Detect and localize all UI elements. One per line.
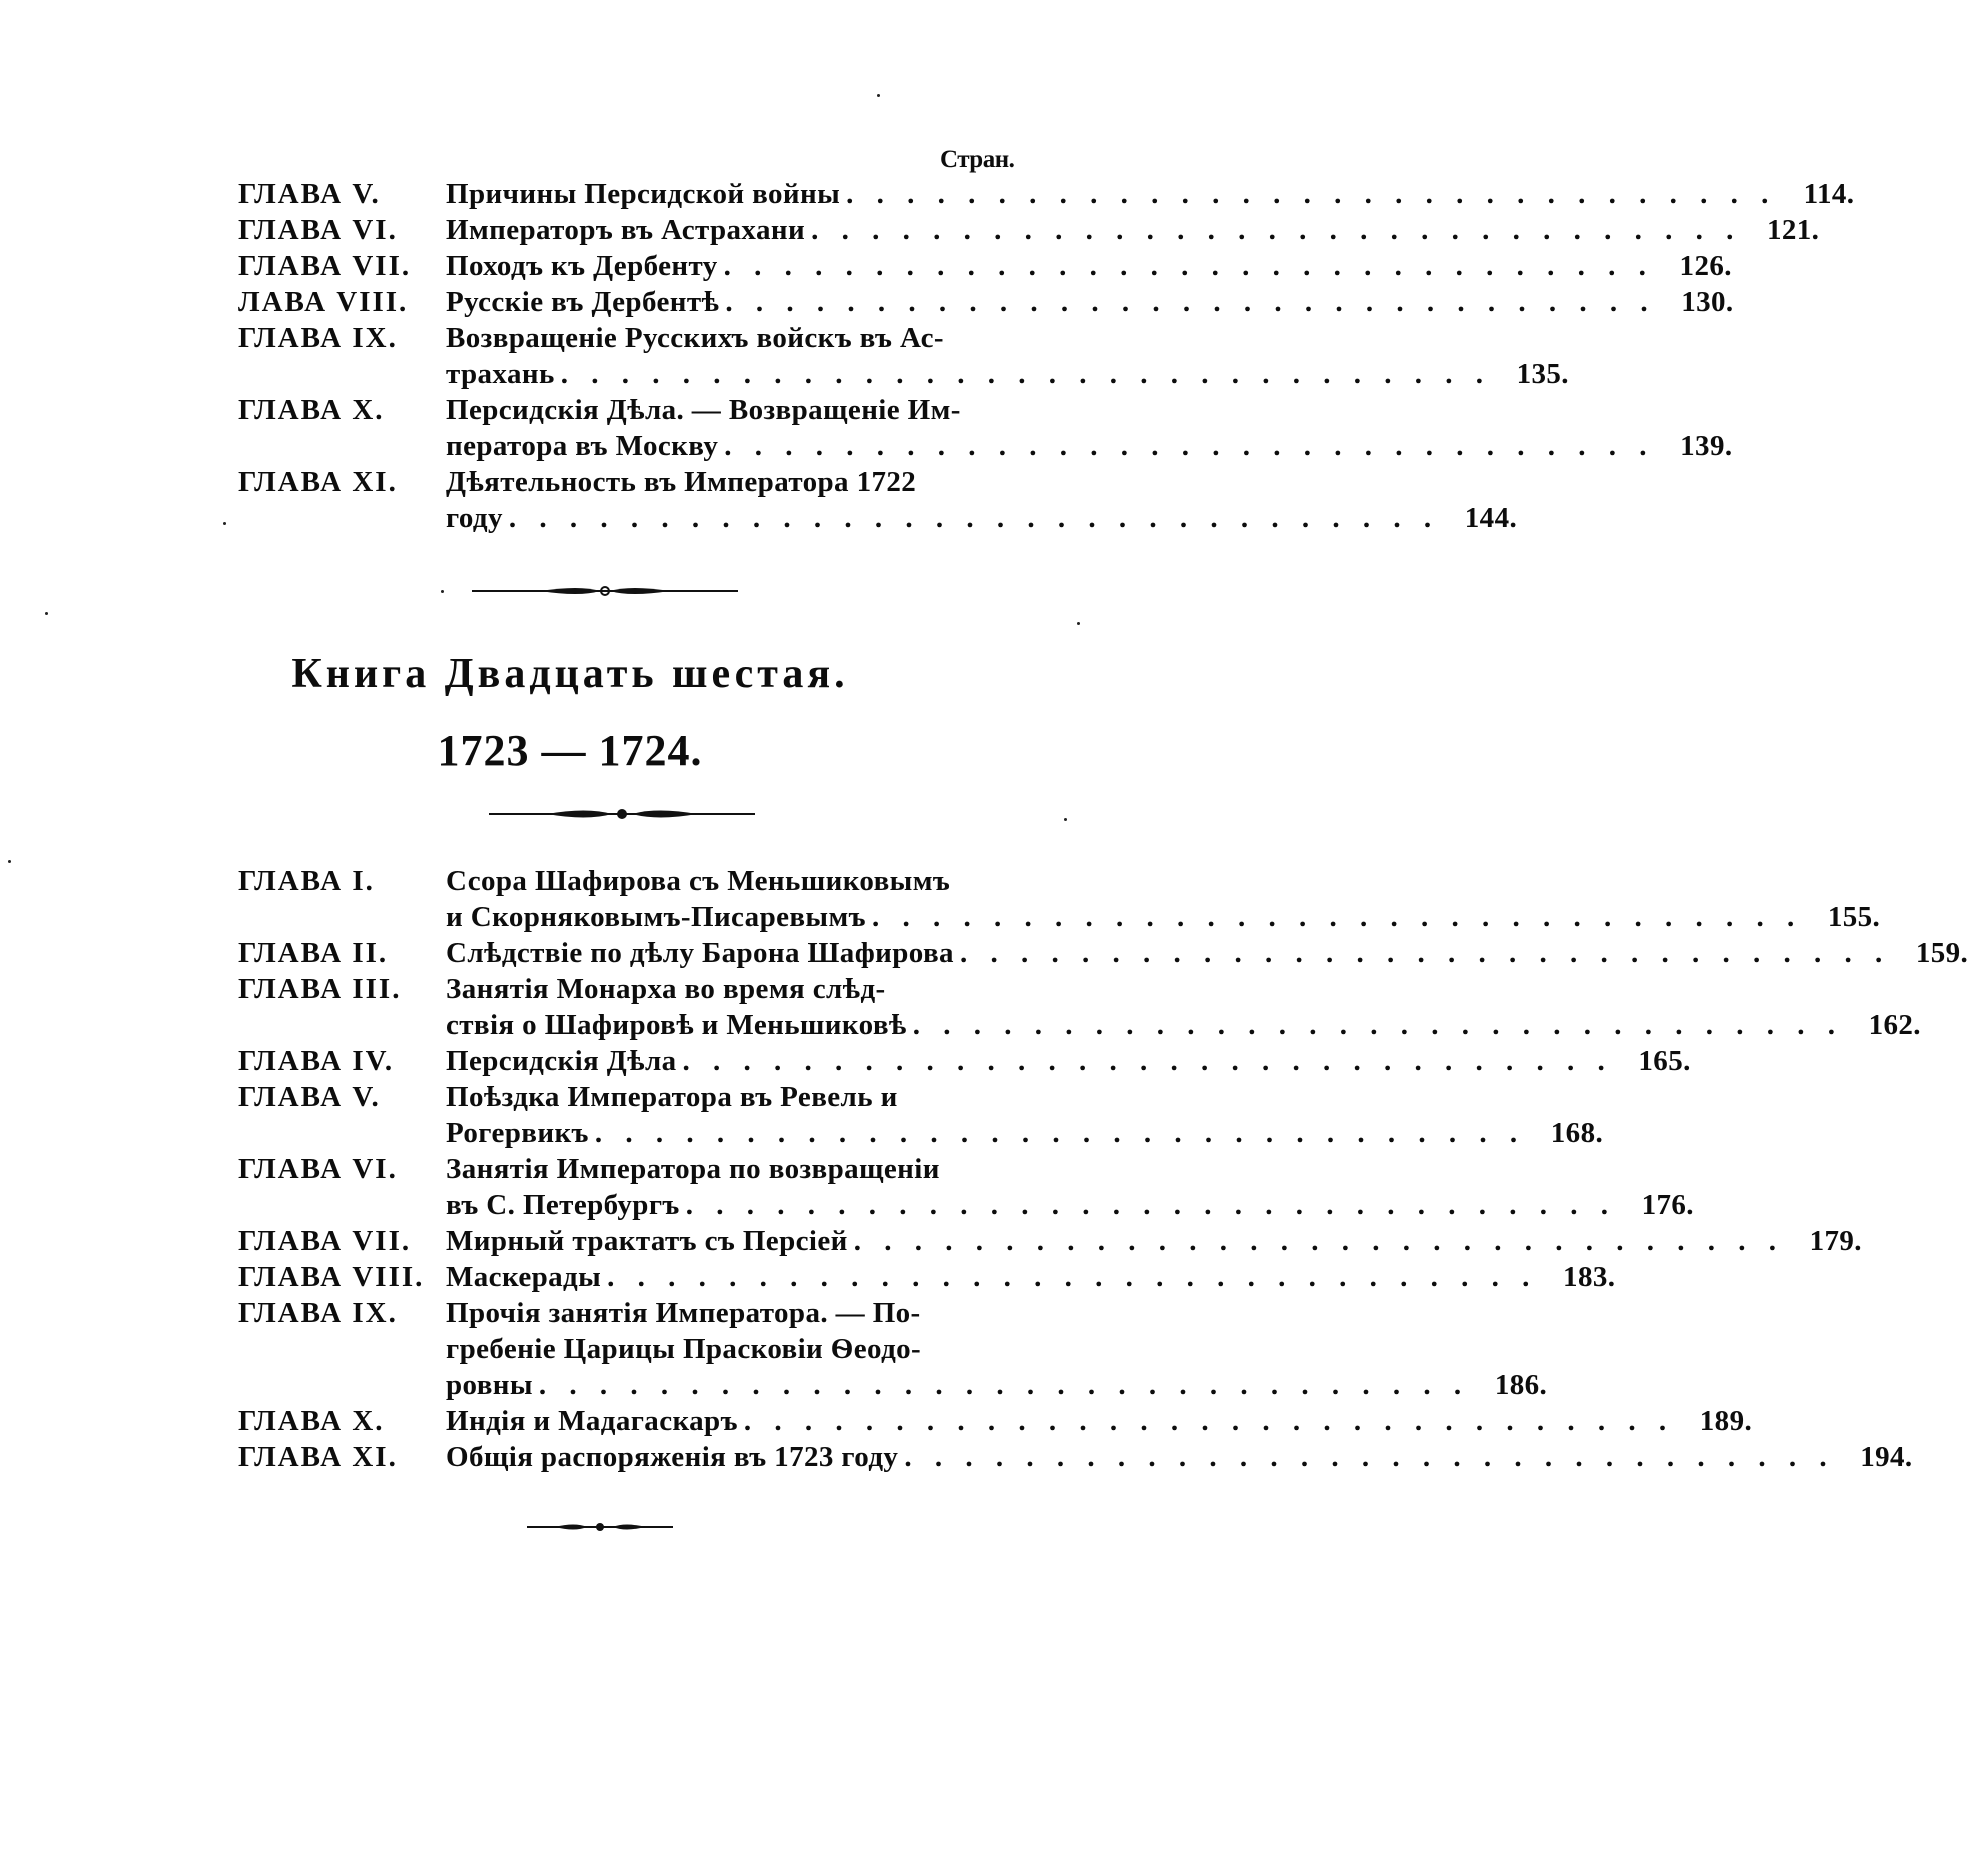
leader-dots: . . . . . . . . . . . . . . . . . . . . . . . . . . . . . . . xyxy=(685,1189,1616,1221)
chapter-title-line: Занятія Монарха во время слѣд- xyxy=(446,973,886,1005)
page-number: 179. xyxy=(1809,1225,1862,1257)
chapter-number: ГЛАВА IX. xyxy=(238,1297,398,1329)
page-number: 114. xyxy=(1803,178,1855,210)
chapter-title-line: Возвращеніе Русскихъ войскъ въ Ас- xyxy=(446,322,944,354)
leader-dots: . . . . . . . . . . . . . . . . . . . . . . . . . . . . . . . xyxy=(594,1117,1526,1149)
toc-entry xyxy=(238,1439,1913,1475)
page-number: 176. xyxy=(1641,1189,1694,1221)
leader-dots: . . . . . . . . . . . . . . . . . . . . . . . . . . . . . . . xyxy=(871,901,1803,933)
leader-dots: . . . . . . . . . . . . . . . . . . . . . . . . . . . . . . . xyxy=(508,502,1440,534)
chapter-title-line: Общія распоряженія въ 1723 году xyxy=(446,1441,899,1473)
chapter-title-line: ровны xyxy=(446,1369,533,1401)
leader-dots: . . . . . . . . . . . . . . . . . . . . . . . . . . . . . . . xyxy=(560,358,1491,390)
leader-dots: . . . . . . . . . . . . . . . . . . . . . . . . . . . . . . . xyxy=(846,178,1777,210)
page-number: 159. xyxy=(1915,937,1968,969)
chapter-number: ГЛАВА VI. xyxy=(238,1153,398,1185)
chapter-title-line: ствія о Шафировѣ и Меньшиковѣ xyxy=(446,1009,907,1041)
chapter-number: ГЛАВА X. xyxy=(238,394,385,426)
toc-entry xyxy=(238,1043,1691,1079)
page-number: 194. xyxy=(1860,1441,1913,1473)
chapter-title-line: въ С. Петербургъ xyxy=(446,1189,680,1221)
toc-entry xyxy=(238,212,1820,248)
toc-entry xyxy=(238,1079,1604,1151)
book-title: Книга Двадцать шестая. xyxy=(291,651,849,697)
chapter-number: ГЛАВА XI. xyxy=(238,466,398,498)
chapter-title-line: Русскіе въ Дербентѣ xyxy=(446,286,720,318)
leader-dots: . . . . . . . . . . . . . . . . . . . . . . . . . . . . . . . xyxy=(607,1261,1538,1293)
leader-dots: . . . . . . . . . . . . . . . . . . . . . . . . . . . . . . . xyxy=(743,1405,1675,1437)
toc-entry xyxy=(238,320,1569,392)
chapter-title-line: Ссора Шафирова съ Меньшиковымъ xyxy=(446,865,951,897)
page-number: 162. xyxy=(1868,1009,1921,1041)
page-number: 155. xyxy=(1827,901,1881,933)
page-number: 121. xyxy=(1766,214,1820,246)
page-number: 130. xyxy=(1681,286,1734,318)
chapter-number: ГЛАВА V. xyxy=(238,1081,381,1113)
chapter-number: ГЛАВА VI. xyxy=(238,214,398,246)
chapter-number: ГЛАВА IX. xyxy=(238,322,398,354)
toc-entry xyxy=(238,863,1881,935)
toc-entry xyxy=(238,176,1855,212)
chapter-title-line: и Скорняковымъ-Писаревымъ xyxy=(446,901,866,933)
chapter-number: ГЛАВА I. xyxy=(238,865,375,897)
chapter-number: ГЛАВА VII. xyxy=(238,1225,412,1257)
chapter-number: ГЛАВА X. xyxy=(238,1405,385,1437)
toc-entry xyxy=(238,1403,1753,1439)
toc-entry xyxy=(238,284,1734,320)
page-number: 189. xyxy=(1699,1405,1753,1437)
chapter-title-line: трахань xyxy=(446,358,555,390)
leader-dots: . . . . . . . . . . . . . . . . . . . . . . . . . . . . . . . xyxy=(811,214,1742,246)
chapter-title-line: Прочія занятія Императора. — По- xyxy=(446,1297,921,1329)
toc-part-1 xyxy=(238,176,1855,536)
page-number: 139. xyxy=(1680,430,1733,462)
chapter-number: ГЛАВА III. xyxy=(238,973,402,1005)
leader-dots: . . . . . . . . . . . . . . . . . . . . . . . . . . . . . . . xyxy=(724,430,1655,462)
chapter-title-line: Рогервикъ xyxy=(446,1117,589,1149)
page-number: 186. xyxy=(1494,1369,1548,1401)
chapter-title-line: Персидскія Дѣла xyxy=(446,1045,677,1077)
page-number: 183. xyxy=(1563,1261,1616,1293)
chapter-title-line: Маскерады xyxy=(446,1261,602,1293)
chapter-number: ГЛАВА VII. xyxy=(238,250,412,282)
leader-dots: . . . . . . . . . . . . . . . . . . . . . . . . . . . . . . . xyxy=(904,1441,1835,1473)
toc-part-2 xyxy=(238,863,1968,1475)
chapter-number: ГЛАВА V. xyxy=(238,178,381,210)
toc-entry xyxy=(238,1295,1548,1403)
toc-entry xyxy=(238,935,1968,971)
ornament-divider-2 xyxy=(487,806,757,822)
leader-dots: . . . . . . . . . . . . . . . . . . . . . . . . . . . . . . . xyxy=(725,286,1656,318)
leader-dots: . . . . . . . . . . . . . . . . . . . . . . . . . . . . . . . xyxy=(959,937,1891,969)
chapter-title-line: Мирный трактатъ съ Персіей xyxy=(446,1225,848,1257)
toc-entry xyxy=(238,1223,1862,1259)
chapter-title-line: Слѣдствіе по дѣлу Барона Шафирова xyxy=(446,937,954,969)
page-number: 168. xyxy=(1550,1117,1604,1149)
chapter-number: ГЛАВА VIII. xyxy=(238,1261,425,1293)
toc-entry xyxy=(238,971,1921,1043)
chapter-title-line: гребеніе Царицы Прасковіи Ѳеодо- xyxy=(446,1333,922,1365)
toc-entry xyxy=(238,464,1518,536)
chapter-number: ГЛАВА II. xyxy=(238,937,389,969)
toc-entry xyxy=(238,392,1733,464)
leader-dots: . . . . . . . . . . . . . . . . . . . . . . . . . . . . . . . xyxy=(912,1009,1843,1041)
chapter-title-line: Поѣздка Императора въ Ревель и xyxy=(446,1081,898,1113)
chapter-title-line: Занятія Императора по возвращеніи xyxy=(446,1153,940,1185)
chapter-title-line: Дѣятельность въ Императора 1722 xyxy=(446,466,917,498)
chapter-number: ГЛАВА XI. xyxy=(238,1441,398,1473)
leader-dots: . . . . . . . . . . . . . . . . . . . . . . . . . . . . . . . xyxy=(682,1045,1613,1077)
ornament-divider-1 xyxy=(470,583,740,599)
page-number: 144. xyxy=(1464,502,1518,534)
chapter-number: ЛАВА VIII. xyxy=(238,286,409,318)
chapter-number: ГЛАВА IV. xyxy=(238,1045,395,1077)
ornament-divider-3 xyxy=(525,1520,675,1534)
page-number: 126. xyxy=(1679,250,1732,282)
leader-dots: . . . . . . . . . . . . . . . . . . . . . . . . . . . . . . . xyxy=(723,250,1654,282)
page-number: 135. xyxy=(1516,358,1569,390)
chapter-title-line: году xyxy=(446,502,503,534)
chapter-title-line: Походъ къ Дербенту xyxy=(446,250,718,282)
toc-entry xyxy=(238,248,1732,284)
page-number: 165. xyxy=(1638,1045,1691,1077)
chapter-title-line: ператора въ Москву xyxy=(446,430,719,462)
chapter-title-line: Причины Персидской войны xyxy=(446,178,841,210)
toc-entry xyxy=(238,1259,1616,1295)
leader-dots: . . . . . . . . . . . . . . . . . . . . . . . . . . . . . . . xyxy=(538,1369,1470,1401)
leader-dots: . . . . . . . . . . . . . . . . . . . . . . . . . . . . . . . xyxy=(853,1225,1784,1257)
chapter-title-line: Персидскія Дѣла. — Возвращеніе Им- xyxy=(446,394,961,426)
chapter-title-line: Индія и Мадагаскаръ xyxy=(446,1405,738,1437)
chapter-title-line: Императоръ въ Астрахани xyxy=(446,214,806,246)
page-column-label: Стран. xyxy=(940,146,1015,173)
toc-entry xyxy=(238,1151,1694,1223)
book-years: 1723 — 1724. xyxy=(437,726,703,775)
